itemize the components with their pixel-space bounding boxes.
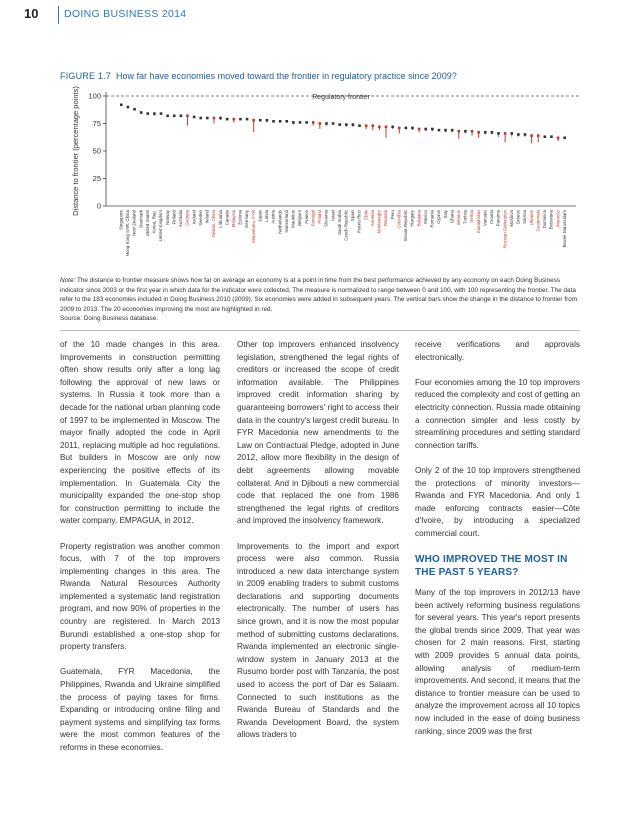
data-point xyxy=(484,131,487,134)
data-point xyxy=(285,120,288,123)
category-label: France xyxy=(303,210,309,224)
category-label: Ukraine xyxy=(528,210,534,226)
data-point xyxy=(424,128,427,131)
category-label: Croatia xyxy=(489,210,495,225)
category-label: Botswana xyxy=(548,210,554,230)
data-point xyxy=(206,117,209,120)
section-heading: WHO IMPROVED THE MOST IN THE PAST 5 YEARS? xyxy=(415,554,568,579)
figure-title xyxy=(60,71,457,81)
data-point xyxy=(166,115,169,118)
data-point xyxy=(391,126,394,129)
category-label: Portugal xyxy=(310,210,316,227)
category-label: Kazakhstan xyxy=(475,210,481,233)
category-label: Greece xyxy=(515,210,521,225)
data-point xyxy=(345,123,348,126)
data-point xyxy=(557,137,560,140)
data-point xyxy=(358,124,361,127)
page-number: 10 xyxy=(24,6,39,21)
frontier-label: Regulatory frontier xyxy=(312,94,370,101)
category-label: Morocco xyxy=(555,210,561,227)
data-point xyxy=(471,130,474,133)
note-text: The distance to frontier measure shows how far on average an economy is at a point in time from the best performance achieved by any economy on each Doing Business indicator since 2003 or the first year in which data for the indicator were collected. The measure is normalized to range between 0 and 100, with 100 representing the frontier. The data refer to the 183 economies included in Doing Business 2010 (2009). Six economies were added in subsequent years. The vertical bars show the change in the distance to frontier from 2009 to 2013. The 20 economies improving the most are highlighted in red. xyxy=(60,277,578,313)
data-point xyxy=(371,124,374,127)
category-label: Tunisia xyxy=(462,210,468,224)
paragraph: Four economies among the 10 top improvers reduced the complexity and cost of getting an electricity connection. Russia made obtaining a connection simpler and less costly by streamlining procedures and setting standard connection tariffs. xyxy=(415,377,580,450)
category-label: Puerto Rico xyxy=(356,210,362,233)
y-tick-label: 50 xyxy=(92,146,101,156)
body-column-1 xyxy=(60,339,220,767)
data-point xyxy=(365,124,368,127)
data-point xyxy=(252,119,255,122)
category-label: Latvia xyxy=(264,210,270,222)
category-label: Norway xyxy=(164,210,170,225)
category-label: Dominica xyxy=(542,210,548,229)
data-point xyxy=(464,130,467,133)
category-label: Belgium xyxy=(297,210,303,226)
category-label: Macedonia, FYR xyxy=(250,210,256,243)
figure-label: FIGURE 1.7 xyxy=(60,71,112,81)
data-point xyxy=(451,129,454,132)
category-label: Rwanda xyxy=(383,210,389,227)
data-point xyxy=(259,119,262,122)
data-point xyxy=(233,118,236,121)
data-point xyxy=(550,135,553,138)
paragraph: Property registration was another common focus, with 7 of the top improvers implementing changes in this area. The Rwanda Natural Resources Authority implemented a systematic land registration program, and now 90% of properties in the country are registered. In March 2013 Burundi established a one-stop shop for property transfers. xyxy=(60,541,220,652)
category-label: United States xyxy=(144,210,150,237)
category-label: Guatemala xyxy=(535,210,541,232)
category-label: Italy xyxy=(442,210,448,219)
category-label: Germany xyxy=(244,210,250,229)
category-label: Japan xyxy=(257,210,263,222)
category-label: Taiwan, China xyxy=(211,210,217,238)
data-point xyxy=(378,126,381,129)
y-axis-label: Distance to frontier (percentage points) xyxy=(71,86,80,216)
category-label: Hungary xyxy=(409,210,415,227)
data-point xyxy=(431,128,434,131)
data-point xyxy=(180,115,183,118)
data-point xyxy=(127,106,130,109)
category-label: Israel xyxy=(330,210,336,221)
data-point xyxy=(299,121,302,124)
data-point xyxy=(524,133,527,136)
data-point xyxy=(325,122,328,125)
data-point xyxy=(517,133,520,136)
category-label: Canada xyxy=(224,210,230,226)
category-label: Romania xyxy=(429,210,435,228)
data-point xyxy=(510,132,513,135)
data-point xyxy=(140,111,143,114)
paragraph: Only 2 of the 10 top improvers strengthened the protections of minority investors—Rwanda and FYR Macedonia. And only 1 made enforcing contracts easier—Côte d'Ivoire, by introducing a specialized commercial court. xyxy=(415,465,580,538)
category-label: Vanuatu xyxy=(482,210,488,227)
category-label: Colombia xyxy=(396,210,402,229)
data-point xyxy=(530,134,533,137)
data-point xyxy=(398,127,401,130)
data-point xyxy=(272,120,275,123)
data-point xyxy=(491,131,494,134)
data-point xyxy=(160,112,163,115)
body-column-3 xyxy=(415,339,580,751)
category-label: Ireland xyxy=(204,210,210,224)
category-label: Panama xyxy=(495,210,501,227)
data-point xyxy=(332,122,335,125)
data-point xyxy=(537,134,540,137)
category-label: Armenia xyxy=(369,210,375,227)
data-point xyxy=(266,119,269,122)
category-label: Moldova xyxy=(508,210,514,227)
category-label: Saudi Arabia xyxy=(336,210,342,235)
category-label: Czech Republic xyxy=(343,210,349,241)
figure-note xyxy=(60,276,580,324)
data-point xyxy=(173,115,176,118)
category-label: Ghana xyxy=(449,210,455,224)
note-label: Note: xyxy=(60,277,76,284)
category-label: Denmark xyxy=(138,210,144,228)
y-tick-label: 100 xyxy=(88,91,101,101)
paragraph: Guatemala, FYR Macedonia, the Philippines, Rwanda and Ukraine simplified the process of paying taxes for firms. Expanding or introducing online filing and payment systems and simplifying tax forms were the most common features of the reforms in these economies. xyxy=(60,667,220,752)
data-point xyxy=(338,123,341,126)
data-point xyxy=(120,104,123,107)
category-label: Mauritius xyxy=(290,210,296,228)
distance-to-frontier-chart xyxy=(60,82,580,272)
category-label: Belarus xyxy=(456,210,462,225)
figure-divider xyxy=(60,330,580,331)
data-point xyxy=(544,135,547,138)
data-point xyxy=(239,118,242,121)
data-point xyxy=(226,118,229,121)
category-label: Netherlands xyxy=(277,210,283,234)
category-label: Singapore xyxy=(118,210,124,231)
data-point xyxy=(133,108,136,111)
paragraph: Other top improvers enhanced insolvency legislation, strengthened the legal rights of creditors or increased the scope of credit information available. The Philippines improved credit information sharing by guaranteeing borrowers' right to access their data in the country's largest credit bureau. In FYR Macedonia new amendments to the Law on Contractual Pledge, adopted in June 2012, allow more flexibility in the design of debt agreements allowing movable collateral. And in Djibouti a new commercial code that replaced the one from 1986 strengthened the legal rights of creditors and improved the insolvency framework. xyxy=(237,340,399,526)
y-tick-label: 75 xyxy=(92,119,101,128)
data-point xyxy=(405,127,408,130)
data-point xyxy=(246,118,249,121)
paragraph: of the 10 made changes in this area. Improvements in construction permitting often show results only after a long lag following the approval of new laws or systems. In Russia it took more than a decade for the national urban planning code of 1997 to be implemented in Moscow. The mayor finally adopted the code in April 2011, replacing multiple ad hoc regulations. But builders in Moscow are only now experiencing the positive effects of its implementation. In Guatemala City the municipality expanded the one-stop shop for construction permitting to include the water company, EMPAGUA, in 2012. xyxy=(60,340,220,526)
data-point xyxy=(219,117,222,120)
category-label: Switzerland xyxy=(283,210,289,233)
data-point xyxy=(444,129,447,132)
data-point xyxy=(199,117,202,120)
category-label: Montenegro xyxy=(376,210,382,234)
body-column-2 xyxy=(237,339,399,755)
category-label: Iceland xyxy=(191,210,197,225)
category-label: Samoa xyxy=(522,210,528,224)
category-label: Peru xyxy=(389,210,395,220)
data-point xyxy=(411,127,414,130)
data-point xyxy=(385,126,388,129)
data-point xyxy=(213,117,216,120)
running-header: DOING BUSINESS 2014 xyxy=(64,8,187,20)
category-label: Slovenia xyxy=(323,210,329,227)
category-label: Finland xyxy=(171,210,177,225)
header-divider xyxy=(58,6,59,24)
data-point xyxy=(279,120,282,123)
data-point xyxy=(563,137,566,140)
data-point xyxy=(497,132,500,135)
data-point xyxy=(352,123,355,126)
paragraph: Many of the top improvers in 2012/13 have been actively reforming business regulations for several years. This year's report presents the global trends since 2009. That year was chosen for 2 main reasons. First, starting with 2009 provides 5 annual data points, allowing analysis of medium-term improvements. And second, it means that the distance to frontier measure can be used to analyze the improvement across all 10 topics now included in the ease of doing business ranking, since 2009 was the first xyxy=(415,588,580,736)
category-label: Poland xyxy=(317,210,323,224)
category-label: Lithuania xyxy=(217,210,223,228)
category-label: Mexico xyxy=(422,210,428,224)
paragraph: Improvements to the import and export process were also common. Russia introduced a new data interchange system in 2009 enabling traders to submit customs declarations and supporting documents electronically. The number of users has since grown, and it is now the most popular method of submitting customs declarations. Rwanda implemented an electronic single-window system in January 2013 at the Rusumo border post with Tanzania, the post used to access the port of Dar es Salaam. Connected to such institutions as the Rwanda Bureau of Standards and the Rwanda Development Board, the system allows traders to xyxy=(237,541,399,740)
category-label: Australia xyxy=(178,210,184,228)
category-label: Austria xyxy=(270,210,276,224)
data-point xyxy=(319,122,322,125)
data-point xyxy=(438,129,441,132)
data-point xyxy=(305,121,308,124)
data-point xyxy=(504,132,507,135)
category-label: Chile xyxy=(363,210,369,221)
figure-caption: How far have economies moved toward the frontier in regulatory practice since 2009? xyxy=(116,71,457,81)
category-label: Estonia xyxy=(237,210,243,225)
category-label: New Zealand xyxy=(131,210,137,236)
data-point xyxy=(458,130,461,133)
category-label: Brunei Darussalam xyxy=(561,210,567,248)
data-point xyxy=(186,115,189,118)
category-label: Hong Kong SAR, China xyxy=(125,210,131,257)
category-label: Sweden xyxy=(197,210,203,226)
paragraph: receive verifications and approvals electronically. xyxy=(415,340,580,362)
y-tick-label: 25 xyxy=(92,174,101,183)
category-label: Korea, Rep. xyxy=(151,210,157,234)
data-point xyxy=(146,112,149,115)
category-label: Slovak Republic xyxy=(403,210,409,242)
category-label: Russian Federation xyxy=(502,210,508,249)
data-point xyxy=(477,131,480,134)
category-label: Spain xyxy=(350,210,356,222)
category-label: United Kingdom xyxy=(158,210,164,242)
category-label: Malaysia xyxy=(231,210,237,228)
data-point xyxy=(153,112,156,115)
category-label: Cyprus xyxy=(436,210,442,224)
category-label: Georgia xyxy=(184,210,190,226)
data-point xyxy=(418,128,421,131)
data-point xyxy=(193,116,196,119)
data-point xyxy=(312,121,315,124)
data-point xyxy=(292,121,295,124)
category-label: Bulgaria xyxy=(416,210,422,227)
figure-source: Source: Doing Business database. xyxy=(60,315,159,322)
y-tick-label: 0 xyxy=(96,201,101,211)
category-label: Serbia xyxy=(469,210,475,223)
